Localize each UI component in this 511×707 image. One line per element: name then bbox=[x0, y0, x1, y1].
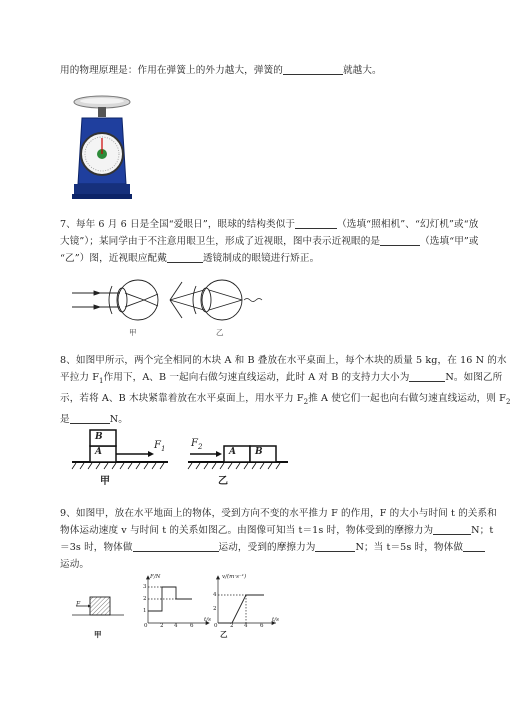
answer-blank bbox=[315, 540, 355, 552]
answer-blank bbox=[133, 540, 219, 552]
answer-blank bbox=[463, 540, 485, 552]
graph2-xtick: 6 bbox=[260, 623, 264, 629]
graph1-ytick: 3 bbox=[143, 584, 147, 590]
top-text-part2: 就越大。 bbox=[342, 65, 382, 76]
answer-blank bbox=[283, 63, 343, 75]
graph2-ytick: 2 bbox=[213, 606, 217, 612]
v-t-graph bbox=[217, 576, 277, 625]
answer-blank bbox=[70, 412, 110, 424]
question-9 bbox=[60, 505, 497, 573]
q9-line4: 运动。 bbox=[60, 559, 90, 570]
answer-blank bbox=[433, 523, 471, 535]
answer-blank bbox=[167, 251, 203, 263]
q7-line2b: （选填“甲”或 bbox=[420, 236, 479, 247]
q8-line2a: 平拉力 F bbox=[60, 372, 99, 383]
block-b-jia bbox=[90, 430, 116, 446]
graph2-ytick: 4 bbox=[213, 592, 217, 598]
spring-scale-figure bbox=[68, 92, 136, 202]
q7-line1b: （选填“照相机”、“幻灯机”或“放 bbox=[337, 219, 479, 230]
force-f1-label: $F_1$ bbox=[154, 440, 166, 453]
q7-line3b: 透镜制成的眼镜进行矫正。 bbox=[202, 253, 320, 264]
q8-line2c: N。如图乙所 bbox=[445, 372, 503, 383]
eye-diagrams bbox=[70, 278, 270, 336]
q9-line1: 9、如图甲，放在水平地面上的物体，受到方向不变的水平推力 F 的作用，F 的大小与时间 t 的关系和 bbox=[60, 508, 497, 519]
q9-line2: 物体运动速度 v 与时间 t 的关系如图乙。由图像可知当 t＝1s 时，物体受到的摩擦力为 bbox=[60, 525, 434, 536]
graph1-xlabel: t/s bbox=[204, 617, 211, 623]
q8-line3-sub: 2 bbox=[303, 397, 309, 406]
q8-line2-sub: 1 bbox=[99, 376, 104, 385]
block-b-label-jia: B bbox=[95, 432, 103, 442]
blocks-label-yi: 乙 bbox=[218, 476, 228, 487]
q7-line3a: “乙”）图，近视眼应配戴 bbox=[60, 253, 167, 264]
push-force-label: F bbox=[76, 601, 81, 608]
eye-diagram-jia bbox=[72, 280, 158, 320]
graph2-xtick: 0 bbox=[214, 623, 218, 629]
q8-line3a: 示，若将 A、B 木块紧靠着放在水平桌面上，用水平力 F bbox=[60, 392, 304, 404]
f-t-graph bbox=[147, 576, 210, 625]
q8-line3-sub2: 2 bbox=[505, 397, 511, 406]
graph2-xlabel: t/s bbox=[272, 617, 279, 623]
block-b-label-yi: B bbox=[255, 447, 263, 457]
answer-blank bbox=[295, 217, 337, 229]
graph1-xtick: 6 bbox=[190, 623, 194, 629]
q7-line1a: 7、每年 6 月 6 日是全国“爱眼日”，眼球的结构类似于 bbox=[60, 219, 296, 230]
blocks-diagram-yi bbox=[188, 446, 288, 469]
q8-line2b: 作用下，A、B 一起向右做匀速直线运动，此时 A 对 B 的支持力大小为 bbox=[103, 372, 410, 383]
graph2-ylabel: v/(m·s⁻¹) bbox=[222, 574, 247, 580]
force-f2-label: $F_2$ bbox=[191, 438, 203, 451]
question-8 bbox=[60, 352, 511, 428]
blocks-label-jia: 甲 bbox=[100, 476, 110, 487]
q9-line2end: N；t bbox=[471, 525, 494, 536]
eye-label-jia: 甲 bbox=[129, 328, 137, 337]
graph1-xtick: 2 bbox=[160, 623, 164, 629]
graph1-ytick: 1 bbox=[143, 608, 147, 614]
graph2-xtick: 4 bbox=[244, 623, 248, 629]
q9-line3a: ＝3s 时，物体做 bbox=[60, 542, 133, 553]
answer-blank bbox=[409, 370, 445, 382]
q8-line4a: 是 bbox=[60, 413, 70, 425]
block-a-label-jia: A bbox=[95, 447, 102, 457]
block-a-label-yi: A bbox=[229, 447, 236, 457]
q9-label-yi: 乙 bbox=[220, 630, 228, 639]
q9-line3c: N；当 t＝5s 时，物体做 bbox=[355, 542, 464, 553]
q8-line3b: 推 A 使它们一起也向右做匀速直线运动，则 F bbox=[308, 392, 506, 404]
top-text-part1: 用的物理原理是：作用在弹簧上的外力越大，弹簧的 bbox=[60, 65, 283, 76]
eye-diagram-yi bbox=[170, 280, 262, 320]
graph2-xtick: 2 bbox=[230, 623, 234, 629]
question-7 bbox=[60, 216, 479, 267]
q9-line3b: 运动，受到的摩擦力为 bbox=[218, 542, 316, 553]
q8-line4b: N。 bbox=[109, 413, 128, 425]
graph1-ylabel: F/N bbox=[150, 574, 161, 580]
block-b-yi bbox=[250, 446, 276, 462]
block-a-yi bbox=[224, 446, 250, 462]
q9-label-jia: 甲 bbox=[94, 630, 102, 639]
graph1-xtick: 0 bbox=[144, 623, 148, 629]
graph1-ytick: 2 bbox=[143, 596, 147, 602]
graph1-xtick: 4 bbox=[174, 623, 178, 629]
eye-label-yi: 乙 bbox=[216, 328, 224, 337]
answer-blank bbox=[380, 234, 420, 246]
q7-line2a: 大镜”）；某同学由于不注意用眼卫生，形成了近视眼，图中表示近视眼的是 bbox=[60, 236, 381, 247]
q8-line1: 8、如图甲所示，两个完全相同的木块 A 和 B 叠放在水平桌面上，每个木块的质量 5 kg，在 16 N 的水 bbox=[60, 355, 507, 366]
top-text-line bbox=[60, 62, 470, 79]
block-a-jia bbox=[90, 446, 116, 462]
